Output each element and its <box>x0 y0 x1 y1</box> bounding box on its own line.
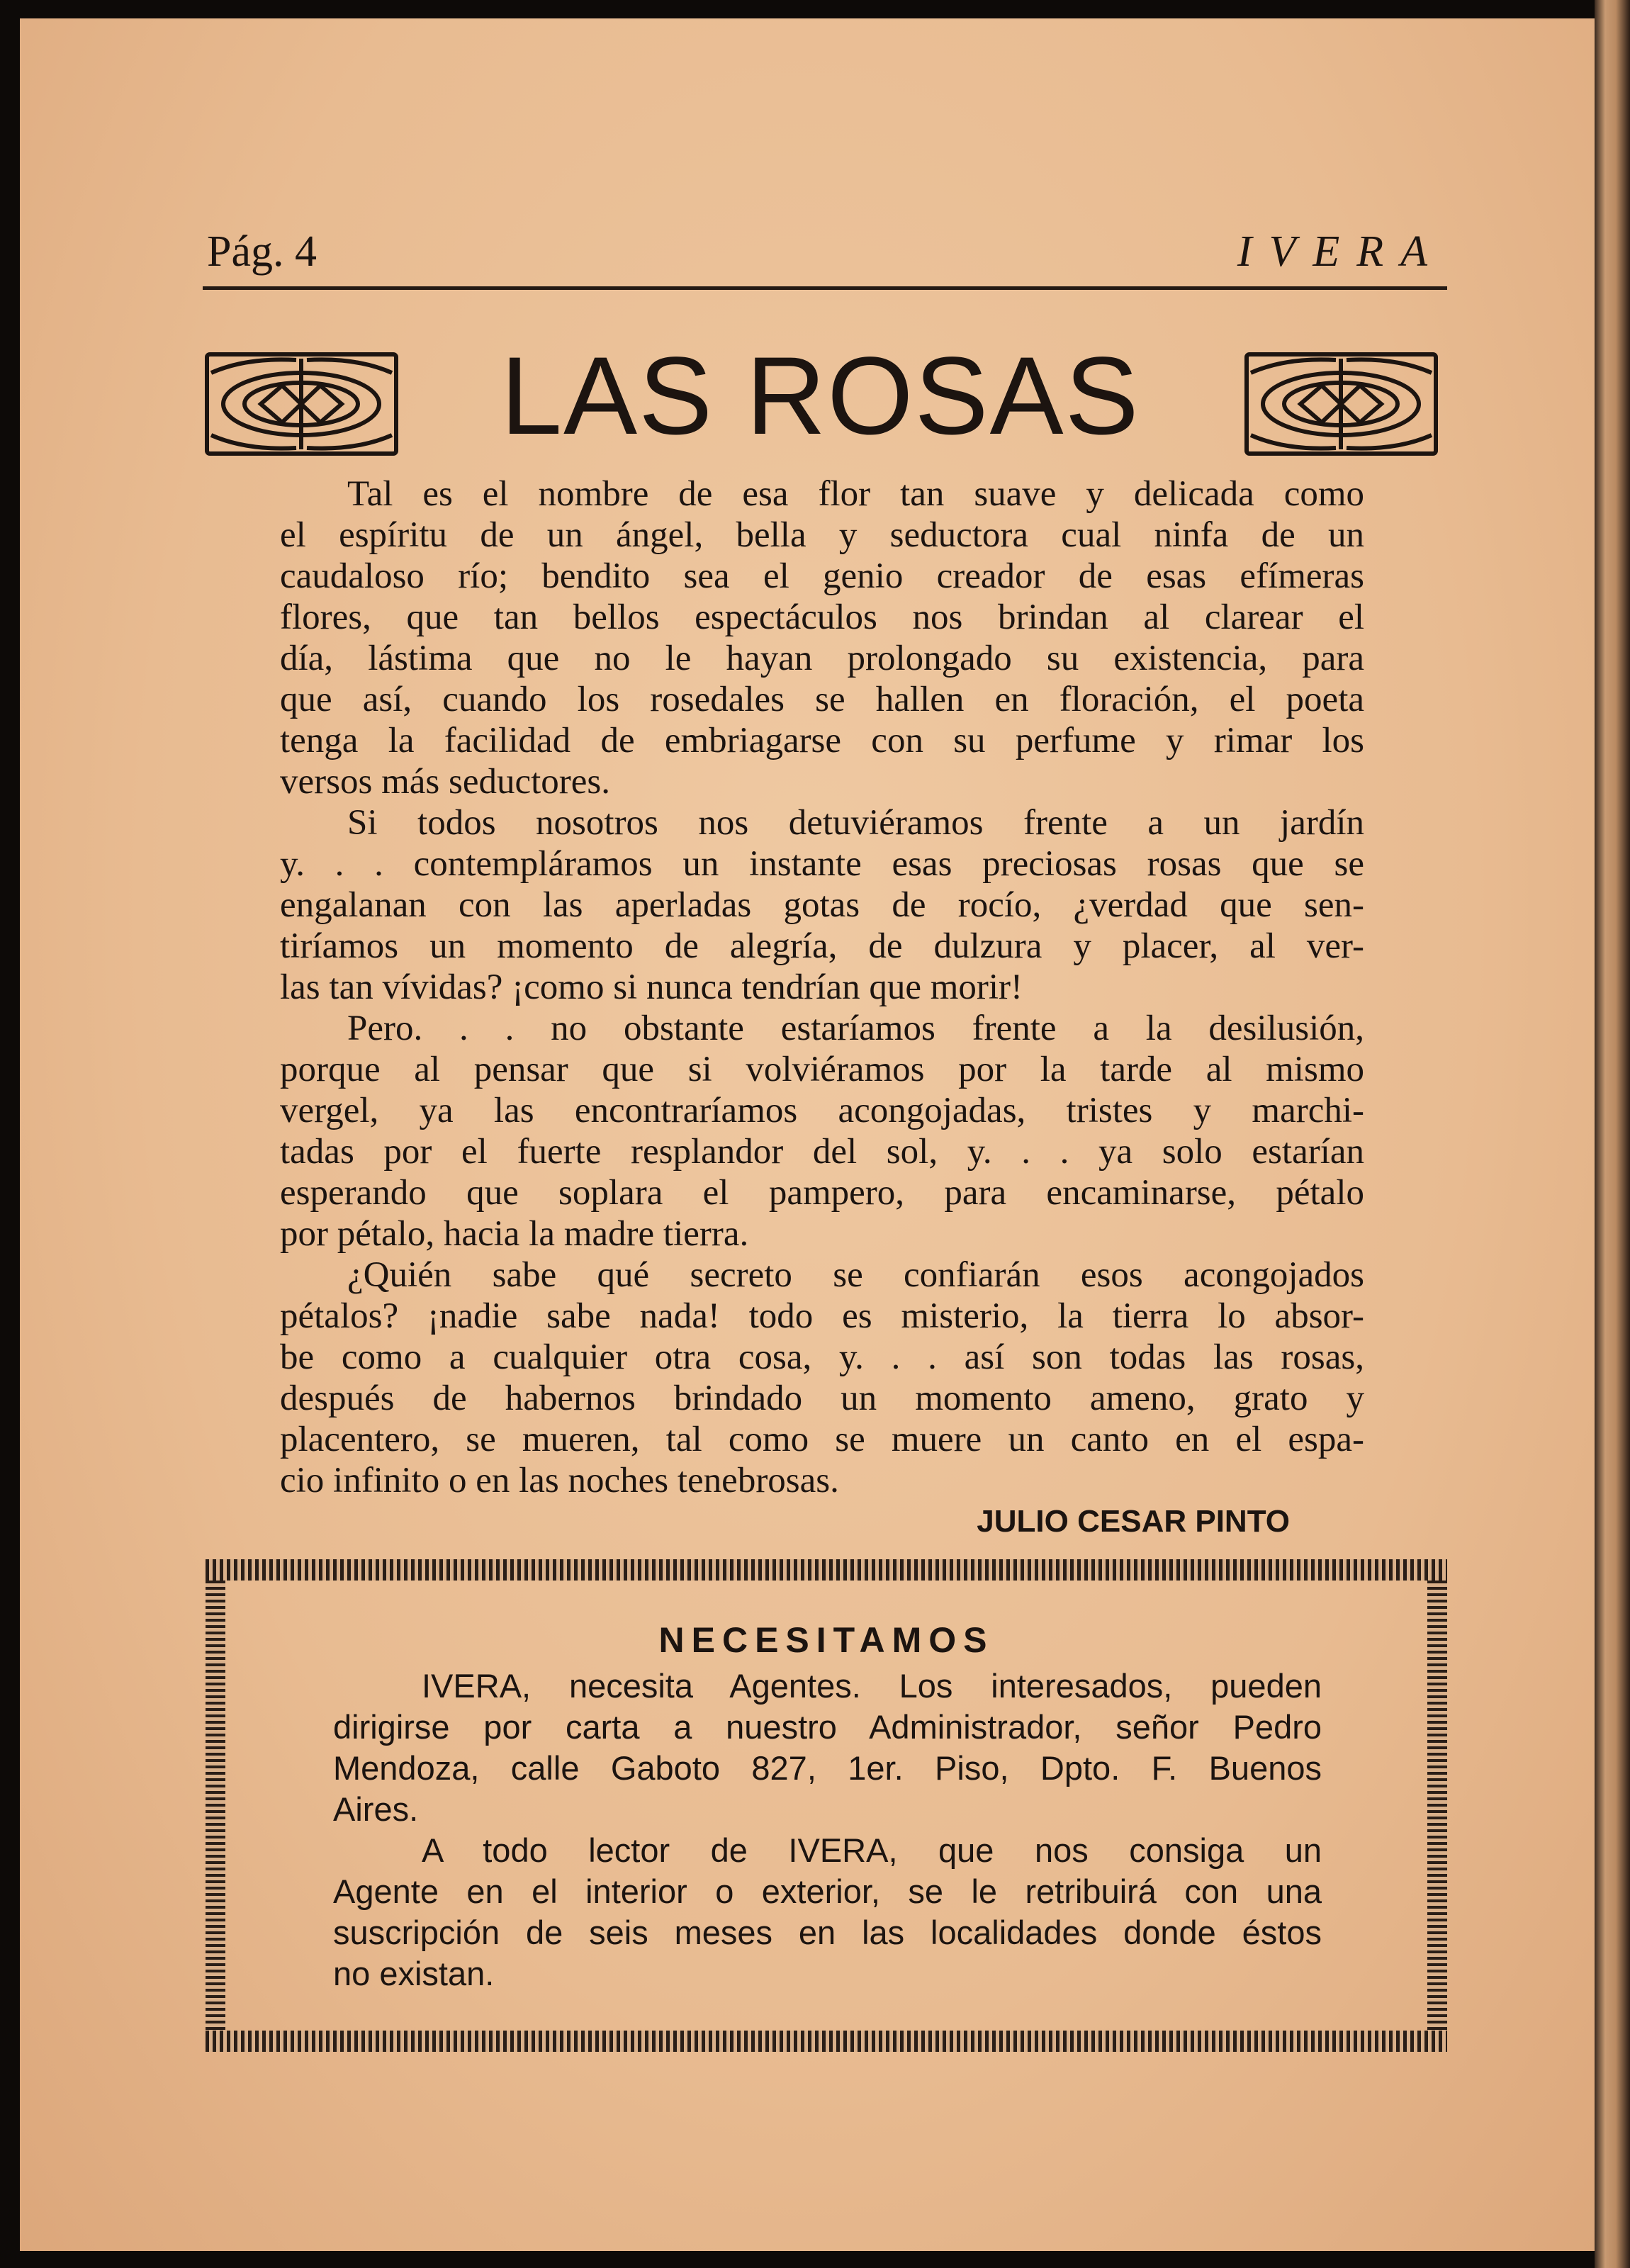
text-line: por pétalo, hacia la madre tierra. <box>280 1214 749 1254</box>
text-line: dirigirse por carta a nuestro Administrador, señor Pedro <box>333 1708 1322 1746</box>
header-rule <box>203 286 1447 290</box>
text-line: esperando que soplara el pampero, para encaminarse, pétalo <box>280 1173 1364 1213</box>
article-title: LAS ROSAS <box>500 335 1140 458</box>
ornament-left-icon <box>204 352 399 456</box>
text-line: no existan. <box>333 1955 495 1992</box>
text-line: y. . . contempláramos un instante esas preciosas rosas que se <box>280 844 1364 884</box>
notice-border-top <box>206 1559 1447 1581</box>
article-body <box>280 473 1364 1501</box>
text-line: be como a cualquier otra cosa, y. . . así son todas las rosas, <box>280 1337 1364 1377</box>
text-line: engalanan con las aperladas gotas de rocío, ¿verdad que sen- <box>280 885 1364 925</box>
notice-box <box>206 1559 1447 2052</box>
text-line: suscripción de seis meses en las localidades donde éstos <box>333 1914 1322 1951</box>
text-line: tenga la facilidad de embriagarse con su perfume y rimar los <box>280 721 1364 760</box>
text-line: A todo lector de IVERA, que nos consiga un <box>422 1831 1322 1869</box>
page-binding-edge <box>1595 0 1630 2268</box>
text-line: IVERA, necesita Agentes. Los interesados, pueden <box>422 1667 1322 1705</box>
text-line: las tan vívidas? ¡como si nunca tendrían que morir! <box>280 967 1023 1007</box>
magazine-name: IVERA <box>1237 228 1444 276</box>
text-line: Tal es el nombre de esa flor tan suave y delicada como <box>347 474 1364 514</box>
text-line: pétalos? ¡nadie sabe nada! todo es misterio, la tierra lo absor- <box>280 1296 1364 1336</box>
ornament-right-icon <box>1244 352 1439 456</box>
text-line: porque al pensar que si volviéramos por la tarde al mismo <box>280 1050 1364 1089</box>
text-line: versos más seductores. <box>280 762 610 802</box>
text-line: placentero, se mueren, tal como se muere un canto en el espa- <box>280 1420 1364 1459</box>
text-line: cio infinito o en las noches tenebrosas. <box>280 1461 839 1500</box>
text-line: Agente en el interior o exterior, se le retribuirá con una <box>333 1873 1322 1910</box>
text-line: flores, que tan bellos espectáculos nos brindan al clarear el <box>280 597 1364 637</box>
text-line: día, lástima que no le hayan prolongado su existencia, para <box>280 639 1364 678</box>
text-line: Aires. <box>333 1790 419 1828</box>
notice-body <box>333 1666 1322 1994</box>
text-line: después de habernos brindado un momento ameno, grato y <box>280 1379 1364 1418</box>
text-line: que así, cuando los rosedales se hallen en floración, el poeta <box>280 680 1364 719</box>
page-number: Pág. 4 <box>207 228 317 276</box>
notice-title: NECESITAMOS <box>658 1620 994 1660</box>
text-line: tadas por el fuerte resplandor del sol, y. . . ya solo estarían <box>280 1132 1364 1172</box>
text-line: Mendoza, calle Gaboto 827, 1er. Piso, Dpto. F. Buenos <box>333 1749 1322 1787</box>
text-line: Pero. . . no obstante estaríamos frente a la desilusión, <box>347 1009 1364 1048</box>
text-line: Si todos nosotros nos detuviéramos frente a un jardín <box>347 803 1364 843</box>
text-line: tiríamos un momento de alegría, de dulzura y placer, al ver- <box>280 926 1364 966</box>
notice-border-bottom <box>206 2031 1447 2052</box>
text-line: el espíritu de un ángel, bella y seductora cual ninfa de un <box>280 515 1364 555</box>
text-line: ¿Quién sabe qué secreto se confiarán esos acongojados <box>347 1255 1364 1295</box>
text-line: caudaloso río; bendito sea el genio creador de esas efímeras <box>280 556 1364 596</box>
article-author: JULIO CESAR PINTO <box>977 1504 1290 1539</box>
text-line: vergel, ya las encontraríamos acongojadas, tristes y marchi- <box>280 1091 1364 1130</box>
